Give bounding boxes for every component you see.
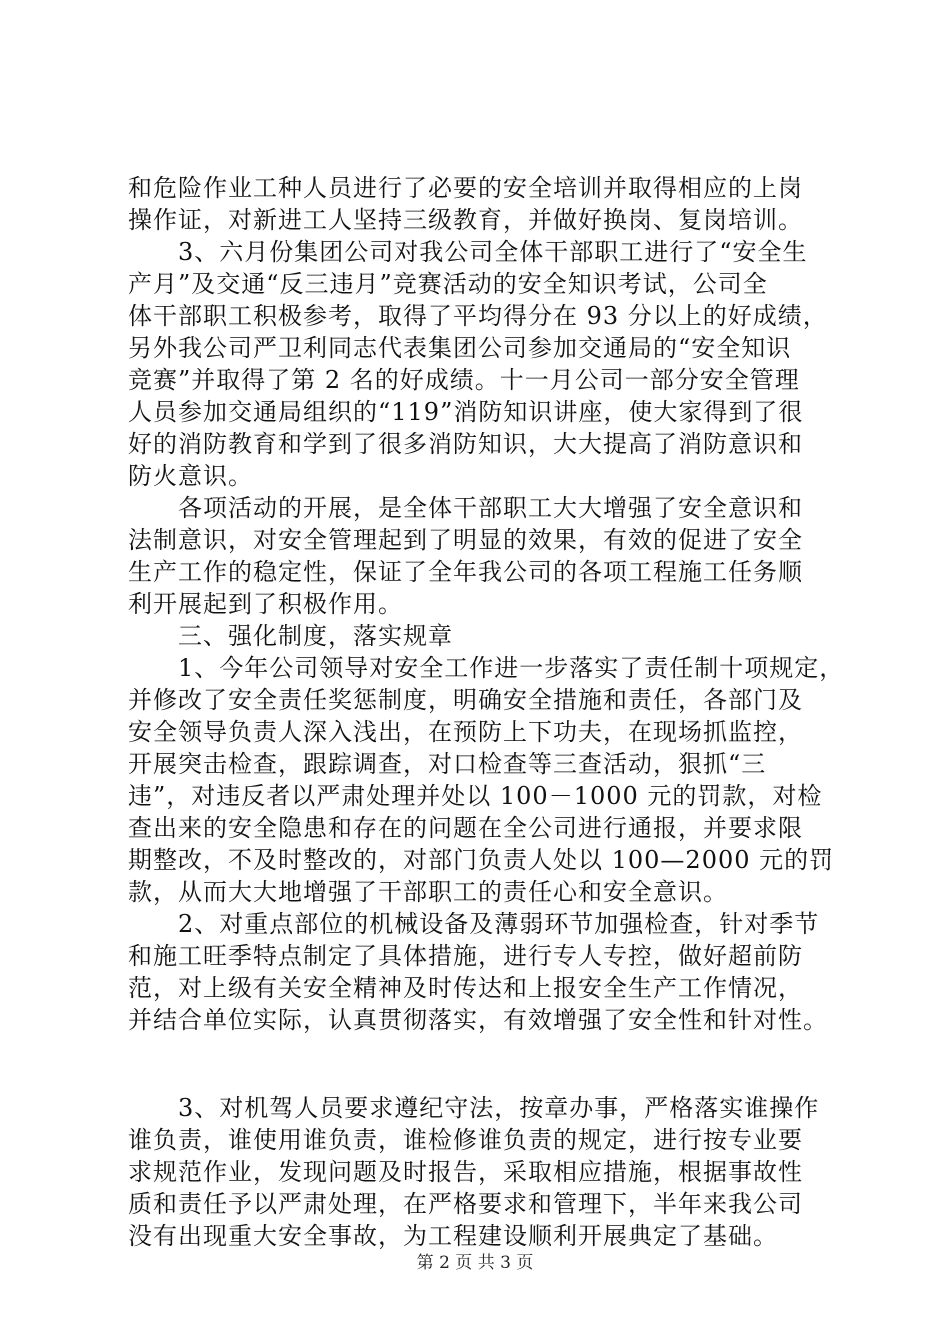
text-line: 并修改了安全责任奖惩制度，明确安全措施和责任，各部门及: [128, 686, 803, 714]
text-line: 利开展起到了积极作用。: [128, 590, 403, 618]
text-line: 操作证，对新进工人坚持三级教育，并做好换岗、复岗培训。: [128, 206, 803, 234]
text-line: 竞赛”并取得了第 2 名的好成绩。十一月公司一部分安全管理: [128, 366, 800, 394]
text-line: 范，对上级有关安全精神及时传达和上报安全生产工作情况，: [128, 974, 803, 1002]
text-line: 质和责任予以严肃处理，在严格要求和管理下，半年来我公司: [128, 1190, 803, 1218]
text-line: 款，从而大大地增强了干部职工的责任心和安全意识。: [128, 878, 728, 906]
page-number-footer: 第 2 页 共 3 页: [416, 1253, 534, 1273]
text-line: 和施工旺季特点制定了具体措施，进行专人专控，做好超前防: [128, 942, 803, 970]
text-line: 谁负责，谁使用谁负责，谁检修谁负责的规定，进行按专业要: [128, 1126, 803, 1154]
text-line: 和危险作业工种人员进行了必要的安全培训并取得相应的上岗: [128, 174, 803, 202]
text-line: 生产工作的稳定性，保证了全年我公司的各项工程施工任务顺: [128, 558, 803, 586]
text-line: 法制意识，对安全管理起到了明显的效果，有效的促进了安全: [128, 526, 803, 554]
paragraph-gap: [128, 1036, 828, 1092]
text-line: 产月”及交通“反三违月”竞赛活动的安全知识考试，公司全: [128, 270, 768, 298]
text-line: 三、强化制度，落实规章: [178, 622, 453, 650]
document-body: [128, 172, 845, 1252]
text-line: 开展突击检查，跟踪调查，对口检查等三查活动，狠抓“三: [128, 750, 767, 778]
text-line: 好的消防教育和学到了很多消防知识，大大提高了消防意识和: [128, 430, 803, 458]
text-line: 安全领导负责人深入浅出，在预防上下功夫，在现场抓监控，: [128, 718, 803, 746]
text-line: 期整改，不及时整改的，对部门负责人处以 100—2000 元的罚: [128, 846, 835, 874]
text-line: 3、对机驾人员要求遵纪守法，按章办事，严格落实谁操作: [178, 1094, 820, 1122]
text-line: 另外我公司严卫利同志代表集团公司参加交通局的“安全知识: [128, 334, 792, 362]
text-line: 人员参加交通局组织的“119”消防知识讲座，使大家得到了很: [128, 398, 804, 426]
text-line: 2、对重点部位的机械设备及薄弱环节加强检查，针对季节: [178, 910, 820, 938]
text-line: 求规范作业，发现问题及时报告，采取相应措施，根据事故性: [128, 1158, 803, 1186]
text-line: 并结合单位实际，认真贯彻落实，有效增强了安全性和针对性。: [128, 1006, 828, 1034]
text-line: 违”，对违反者以严肃处理并处以 100－1000 元的罚款，对检: [128, 782, 823, 810]
text-line: 没有出现重大安全事故，为工程建设顺利开展典定了基础。: [128, 1222, 778, 1250]
text-line: 查出来的安全隐患和存在的问题在全公司进行通报，并要求限: [128, 814, 803, 842]
text-line: 3、六月份集团公司对我公司全体干部职工进行了“安全生: [178, 238, 808, 266]
text-line: 防火意识。: [128, 462, 253, 490]
text-line: 各项活动的开展，是全体干部职工大大增强了安全意识和: [178, 494, 803, 522]
text-line: 体干部职工积极参考，取得了平均得分在 93 分以上的好成绩，: [128, 302, 828, 330]
text-line: 1、今年公司领导对安全工作进一步落实了责任制十项规定，: [178, 654, 845, 682]
